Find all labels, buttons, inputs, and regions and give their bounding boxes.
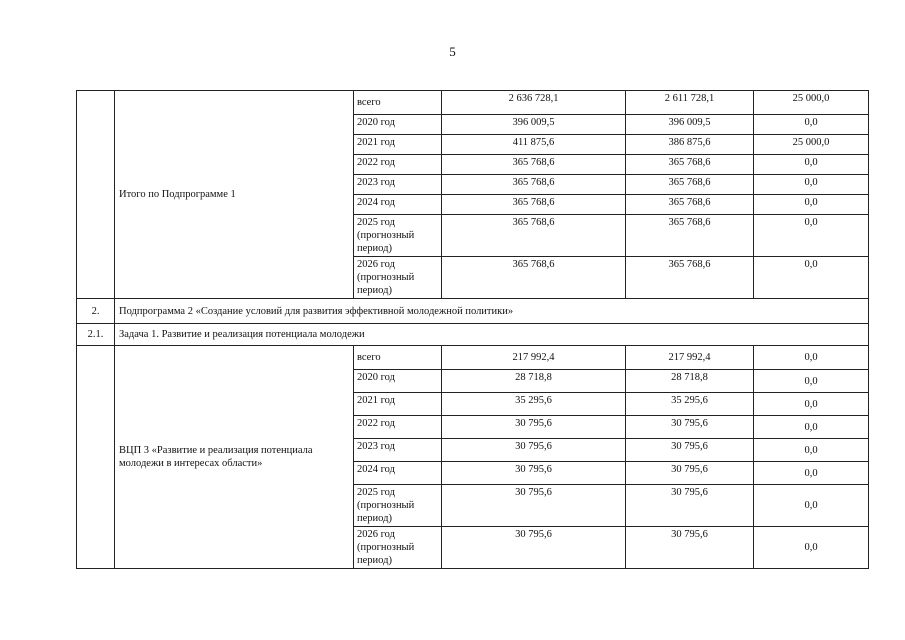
period-cell: всего xyxy=(354,91,442,115)
col3-value: 0,0 xyxy=(754,195,869,215)
period-cell: 2021 год xyxy=(354,135,442,155)
section-index: 2. xyxy=(77,299,115,324)
col3-value: 0,0 xyxy=(754,115,869,135)
col3-value: 0,0 xyxy=(754,155,869,175)
total-value: 365 768,6 xyxy=(442,155,626,175)
col2-value: 365 768,6 xyxy=(626,195,754,215)
section-index: 2.1. xyxy=(77,324,115,346)
col3-value: 0,0 xyxy=(754,527,869,569)
col2-value: 30 795,6 xyxy=(626,416,754,439)
table-row xyxy=(77,91,869,115)
row-index-cell xyxy=(77,91,115,299)
col3-value: 0,0 xyxy=(754,439,869,462)
total-value: 217 992,4 xyxy=(442,346,626,370)
col2-value: 386 875,6 xyxy=(626,135,754,155)
col2-value: 30 795,6 xyxy=(626,462,754,485)
row-label: Итого по Подпрограмме 1 xyxy=(115,91,354,299)
col3-value: 0,0 xyxy=(754,370,869,393)
period-cell: 2025 год (прогнозный период) xyxy=(354,485,442,527)
section-row xyxy=(77,299,869,324)
total-value: 30 795,6 xyxy=(442,485,626,527)
col3-value: 0,0 xyxy=(754,462,869,485)
col3-value: 0,0 xyxy=(754,416,869,439)
total-value: 30 795,6 xyxy=(442,416,626,439)
col3-value: 25 000,0 xyxy=(754,91,869,115)
period-cell: 2022 год xyxy=(354,416,442,439)
page-number: 5 xyxy=(449,44,456,59)
section-title: Подпрограмма 2 «Создание условий для развития эффективной молодежной политики» xyxy=(115,299,869,324)
col3-value: 0,0 xyxy=(754,257,869,299)
col3-value: 0,0 xyxy=(754,346,869,370)
col2-value: 35 295,6 xyxy=(626,393,754,416)
period-cell: 2022 год xyxy=(354,155,442,175)
total-value: 30 795,6 xyxy=(442,462,626,485)
period-cell: 2025 год (прогнозный период) xyxy=(354,215,442,257)
period-cell: 2024 год xyxy=(354,195,442,215)
col2-value: 30 795,6 xyxy=(626,439,754,462)
period-cell: 2023 год xyxy=(354,439,442,462)
section-title: Задача 1. Развитие и реализация потенциала молодежи xyxy=(115,324,869,346)
period-cell: 2023 год xyxy=(354,175,442,195)
total-value: 30 795,6 xyxy=(442,527,626,569)
total-value: 365 768,6 xyxy=(442,257,626,299)
total-value: 365 768,6 xyxy=(442,175,626,195)
period-cell: 2020 год xyxy=(354,370,442,393)
total-value: 411 875,6 xyxy=(442,135,626,155)
col2-value: 30 795,6 xyxy=(626,527,754,569)
total-value: 30 795,6 xyxy=(442,439,626,462)
col2-value: 365 768,6 xyxy=(626,257,754,299)
row-label: ВЦП 3 «Развитие и реализация потенциала молодежи в интересах области» xyxy=(115,346,354,569)
row-index-cell xyxy=(77,346,115,569)
total-value: 35 295,6 xyxy=(442,393,626,416)
budget-table xyxy=(76,90,869,569)
period-cell: 2024 год xyxy=(354,462,442,485)
col3-value: 0,0 xyxy=(754,175,869,195)
col2-value: 217 992,4 xyxy=(626,346,754,370)
section-row xyxy=(77,324,869,346)
col2-value: 365 768,6 xyxy=(626,215,754,257)
total-value: 28 718,8 xyxy=(442,370,626,393)
period-cell: 2021 год xyxy=(354,393,442,416)
col3-value: 0,0 xyxy=(754,485,869,527)
period-cell: 2026 год (прогнозный период) xyxy=(354,257,442,299)
total-value: 396 009,5 xyxy=(442,115,626,135)
period-cell: 2020 год xyxy=(354,115,442,135)
col3-value: 25 000,0 xyxy=(754,135,869,155)
total-value: 365 768,6 xyxy=(442,215,626,257)
col2-value: 365 768,6 xyxy=(626,175,754,195)
col2-value: 2 611 728,1 xyxy=(626,91,754,115)
period-cell: 2026 год (прогнозный период) xyxy=(354,527,442,569)
total-value: 2 636 728,1 xyxy=(442,91,626,115)
col2-value: 365 768,6 xyxy=(626,155,754,175)
table-row xyxy=(77,346,869,370)
col2-value: 396 009,5 xyxy=(626,115,754,135)
total-value: 365 768,6 xyxy=(442,195,626,215)
col2-value: 28 718,8 xyxy=(626,370,754,393)
period-cell: всего xyxy=(354,346,442,370)
col2-value: 30 795,6 xyxy=(626,485,754,527)
col3-value: 0,0 xyxy=(754,215,869,257)
col3-value: 0,0 xyxy=(754,393,869,416)
